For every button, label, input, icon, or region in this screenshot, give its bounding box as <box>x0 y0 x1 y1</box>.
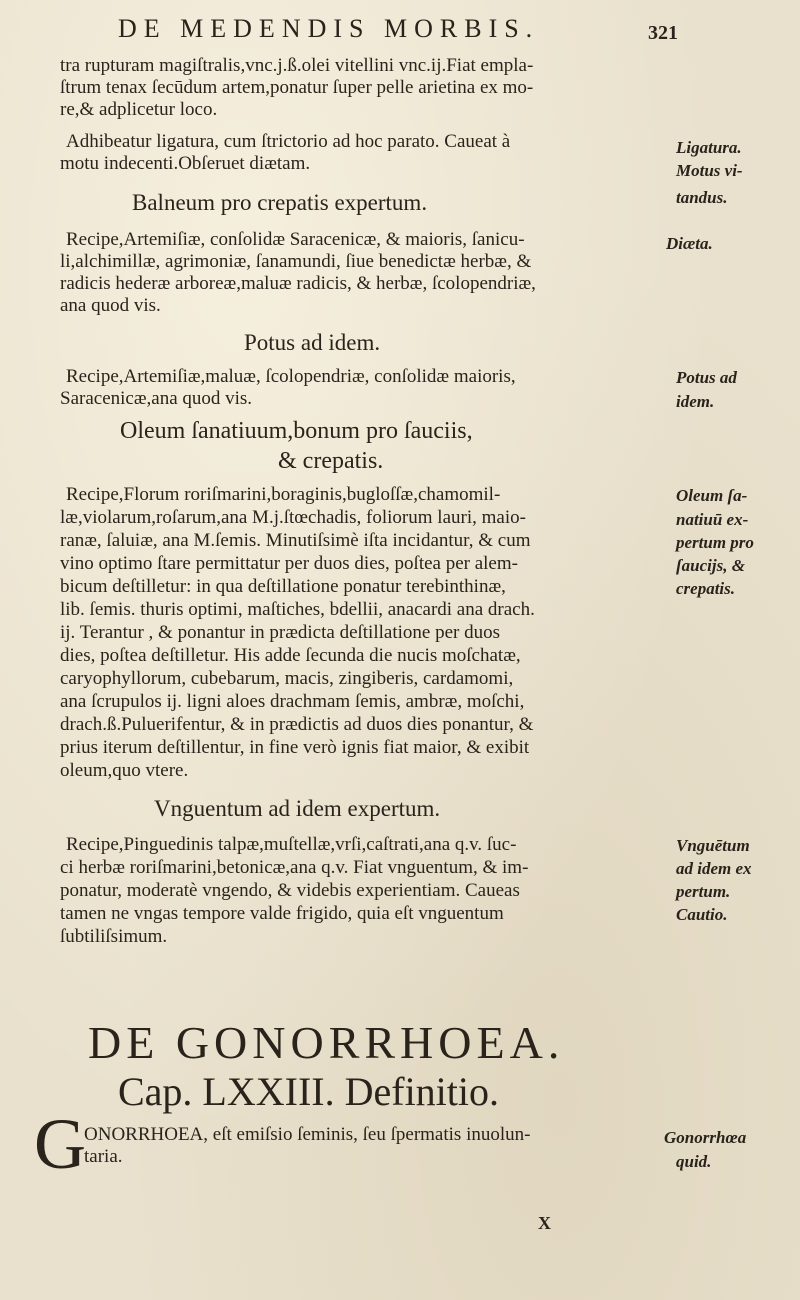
signature-mark: X <box>538 1213 551 1233</box>
text-line: ana ſcrupulos ij. ligni aloes drachmam ſemis, ambræ, moſchi, <box>60 691 525 712</box>
text-line: lib. ſemis. thuris optimi, maſtiches, bdellii, anacardi ana drach. <box>60 599 535 620</box>
margin-note: Ligatura. <box>676 138 742 157</box>
text-line: ſubtiliſsimum. <box>60 926 168 947</box>
text-line: ana quod vis. <box>60 295 161 316</box>
text-line: tamen ne vngas tempore valde frigido, quia eſt vnguentum <box>60 903 504 924</box>
running-head: DE MEDENDIS MORBIS. <box>118 14 540 43</box>
text-line: bicum deſtilletur: in qua deſtillatione ponatur terebinthinæ, <box>60 576 506 597</box>
margin-note: ſaucijs, & <box>676 556 745 575</box>
margin-note: natiuū ex- <box>676 510 749 529</box>
section-heading: & crepatis. <box>278 448 384 474</box>
margin-note: Potus ad <box>676 368 737 387</box>
text-line: ci herbæ roriſmarini,betonicæ,ana q.v. Fiat vnguentum, & im- <box>60 857 529 878</box>
text-line: oleum,quo vtere. <box>60 760 189 781</box>
chapter-subtitle: Cap. LXXIII. Definitio. <box>118 1069 500 1114</box>
text-line: re,& adplicetur loco. <box>60 99 218 120</box>
page-number: 321 <box>648 22 678 44</box>
text-line: taria. <box>84 1146 123 1167</box>
text-line: drach.ß.Puluerifentur, & in prædictis ad duos dies ponantur, & <box>60 714 534 735</box>
margin-note: Gonorrhœa <box>664 1128 747 1147</box>
section-heading: Balneum pro crepatis expertum. <box>132 190 428 215</box>
text-line: prius iterum deſtillentur, in fine verò ignis fiat maior, & exibit <box>60 737 530 758</box>
margin-note: ad idem ex <box>676 859 752 878</box>
text-line: Recipe,Artemiſiæ, conſolidæ Saracenicæ, & maioris, ſanicu- <box>66 229 525 250</box>
text-line: vino optimo ſtare permittatur per duos dies, poſtea per alem- <box>60 553 518 574</box>
margin-note: tandus. <box>676 188 728 207</box>
text-line: Recipe,Artemiſiæ,maluæ, ſcolopendriæ, conſolidæ maioris, <box>66 366 516 387</box>
margin-note: pertum pro <box>676 533 754 552</box>
text-line: ponatur, moderatè vngendo, & videbis experientiam. Caueas <box>60 880 520 901</box>
text-line: tra rupturam magiſtralis,vnc.j.ß.olei vitellini vnc.ij.Fiat empla- <box>60 55 534 76</box>
text-line: li,alchimillæ, agrimoniæ, ſanamundi, ſiue benedictæ herbæ, & <box>60 251 532 272</box>
text-line: ſtrum tenax ſecūdum artem,ponatur ſuper pelle arietina ex mo- <box>60 77 534 98</box>
text-line: caryophyllorum, cubebarum, macis, zingiberis, cardamomi, <box>60 668 514 689</box>
section-heading: Vnguentum ad idem expertum. <box>154 796 441 821</box>
text-line: dies, poſtea deſtilletur. His adde ſecunda die nucis moſchatæ, <box>60 645 521 666</box>
drop-capital: G <box>34 1104 86 1184</box>
text-line: læ,violarum,roſarum,ana M.j.ſtœchadis, foliorum lauri, maio- <box>60 507 526 528</box>
text-line: Saracenicæ,ana quod vis. <box>60 388 253 409</box>
margin-note: pertum. <box>676 882 731 901</box>
margin-note: crepatis. <box>676 579 736 598</box>
margin-note: Motus vi- <box>676 161 743 180</box>
margin-note: Vnguētum <box>676 836 750 855</box>
text-line: motu indecenti.Obſeruet diætam. <box>60 153 311 174</box>
section-heading: Oleum ſanatiuum,bonum pro ſauciis, <box>120 418 473 444</box>
margin-note: quid. <box>676 1152 712 1171</box>
text-line: ranæ, ſaluiæ, ana M.ſemis. Minutiſsimè iſta incidantur, & cum <box>60 530 531 551</box>
chapter-title: DE GONORRHOEA. <box>88 1017 565 1068</box>
section-heading: Potus ad idem. <box>244 330 381 355</box>
text-line: ij. Terantur , & ponantur in prædicta deſtillatione per duos <box>60 622 500 643</box>
text-line: ONORRHOEA, eſt emiſsio ſeminis, ſeu ſpermatis inuolun- <box>84 1124 531 1145</box>
margin-note: idem. <box>676 392 715 411</box>
text-line: Recipe,Florum roriſmarini,boraginis,bugloſſæ,chamomil- <box>66 484 501 505</box>
margin-note: Diæta. <box>666 234 713 253</box>
text-line: radicis hederæ arboreæ,maluæ radicis, & herbæ, ſcolopendriæ, <box>60 273 536 294</box>
margin-note: Oleum ſa- <box>676 486 748 505</box>
text-line: Recipe,Pinguedinis talpæ,muſtellæ,vrſi,caſtrati,ana q.v. ſuc- <box>66 834 517 855</box>
text-line: Adhibeatur ligatura, cum ſtrictorio ad hoc parato. Caueat à <box>66 131 511 152</box>
margin-note: Cautio. <box>676 905 728 924</box>
